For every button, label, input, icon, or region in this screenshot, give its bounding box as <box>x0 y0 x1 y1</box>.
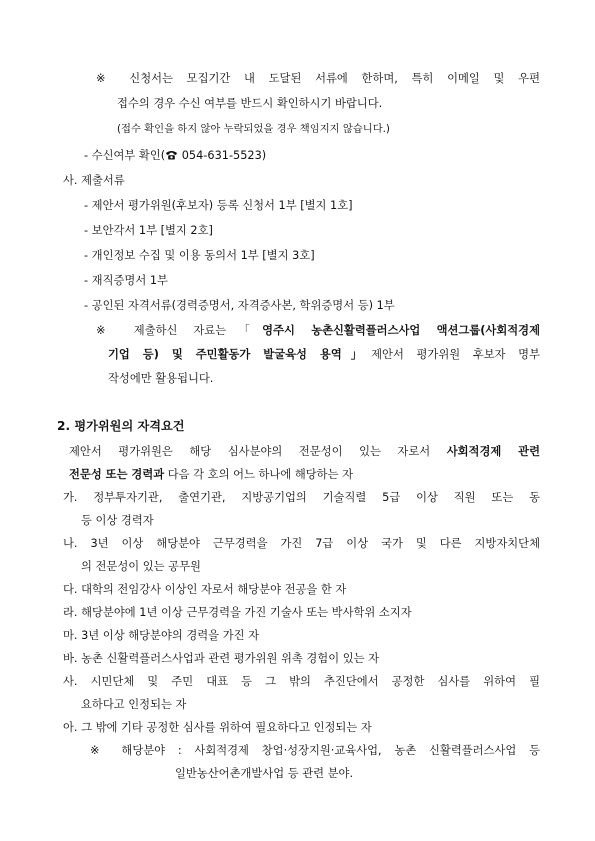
qualification-ga-line-1: 가. 정부투자기관, 출연기관, 지방공기업의 기술직렬 5급 이상 직원 또는 동 <box>63 491 540 504</box>
documents-note-prefix: ※ 제출하신 자료는「 <box>96 324 263 337</box>
document-item-3: - 개인정보 수집 및 이용 동의서 1부 [별지 3호] <box>84 249 315 262</box>
telephone-icon <box>165 149 178 162</box>
project-name-bold-2: 기업 등) 및 주민활동가 발굴육성 용역」 <box>108 348 372 361</box>
project-name-bold-1: 영주시 농촌신활력플러스사업 액션그룹(사회적경제 <box>262 324 540 337</box>
section-2-intro-line-2 <box>69 467 353 482</box>
intro-rest-text: 다음 각 호의 어느 하나에 해당하는 자 <box>164 468 354 481</box>
documents-note-line-2 <box>108 347 540 362</box>
notice-line-2: 접수의 경우 수신 여부를 반드시 확인하시기 바랍니다. <box>117 97 383 110</box>
intro-plain-text: 제안서 평가위원은 해당 심사분야의 전문성이 있는 자로서 <box>69 445 447 458</box>
qualification-na-line-1: 나. 3년 이상 해당분야 근무경력을 가진 7급 이상 국가 및 다른 지방자치단체 <box>63 537 540 550</box>
receipt-check-line <box>84 148 266 163</box>
document-item-5: - 공인된 자격서류(경력증명서, 자격증사본, 학위증명서 등) 1부 <box>84 299 395 312</box>
document-item-2: - 보안각서 1부 [별지 2호] <box>84 224 213 237</box>
qualification-da: 다. 대학의 전임강사 이상인 자로서 해당분야 전공을 한 자 <box>63 583 347 596</box>
documents-note-line-3: 작성에만 활용됩니다. <box>108 372 214 385</box>
qualification-ba: 바. 농촌 신활력플러스사업과 관련 평가위원 위촉 경험이 있는 자 <box>63 652 380 665</box>
documents-note-rest: 제안서 평가위원 후보자 명부 <box>371 348 540 361</box>
receipt-check-phone: 054-631-5523) <box>178 149 267 162</box>
documents-heading: 사. 제출서류 <box>63 174 125 187</box>
section-2-intro-line-1 <box>69 444 540 459</box>
intro-bold-text-1: 사회적경제 관련 <box>446 445 540 458</box>
field-note-line-2: 일반농산어촌개발사업 등 관련 분야. <box>175 767 354 780</box>
qualification-ga-line-2: 등 이상 경력자 <box>81 514 154 527</box>
qualification-ma: 마. 3년 이상 해당분야의 경력을 가진 자 <box>63 629 260 642</box>
intro-bold-text-2: 전문성 또는 경력과 <box>69 468 165 481</box>
document-item-1: - 제안서 평가위원(후보자) 등록 신청서 1부 [별지 1호] <box>84 199 353 212</box>
qualification-a: 아. 그 밖에 기타 공정한 심사를 위하여 필요하다고 인정되는 자 <box>63 721 372 734</box>
document-item-4: - 재직증명서 1부 <box>84 274 168 287</box>
notice-line-3: (접수 확인을 하지 않아 누락되었을 경우 책임지지 않습니다.) <box>117 123 390 135</box>
documents-note-line-1 <box>96 323 540 338</box>
section-2-heading: 2. 평가위원의 자격요건 <box>57 419 185 433</box>
qualification-sa-line-2: 요하다고 인정되는 자 <box>81 698 187 711</box>
qualification-sa-line-1: 사. 시민단체 및 주민 대표 등 그 밖의 추진단에서 공정한 심사를 위하여 필 <box>63 675 540 688</box>
qualification-na-line-2: 의 전문성이 있는 공무원 <box>81 560 201 573</box>
field-note-line-1: ※ 해당분야 : 사회적경제 창업·성장지원·교육사업, 농촌 신활력플러스사업 등 <box>90 744 540 757</box>
receipt-check-label: - 수신여부 확인( <box>84 149 166 162</box>
notice-line-1: ※ 신청서는 모집기간 내 도달된 서류에 한하며, 특히 이메일 및 우편 <box>96 72 540 85</box>
qualification-ra: 라. 해당분야에 1년 이상 근무경력을 가진 기술사 또는 박사학위 소지자 <box>63 606 412 619</box>
